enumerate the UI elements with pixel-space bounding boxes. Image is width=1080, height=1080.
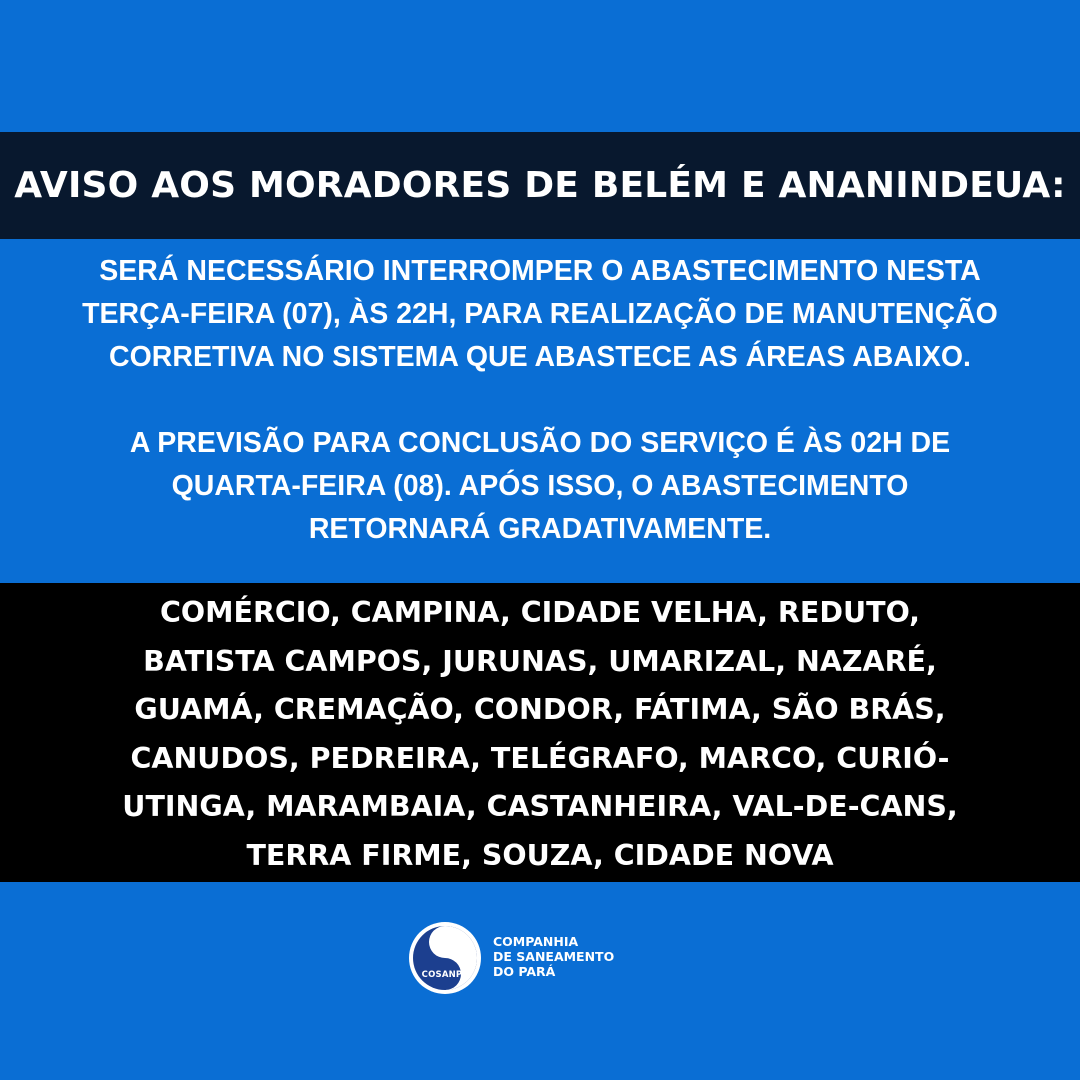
logo-abbr: COSANPA — [421, 970, 469, 980]
notice-line: TERÇA-FEIRA (07), ÀS 22H, PARA REALIZAÇÃO DE MANUTENÇÃO — [82, 298, 998, 330]
notice-line: CORRETIVA NO SISTEMA QUE ABASTECE AS ÁREAS ABAIXO. — [109, 341, 971, 373]
notice-line: QUARTA-FEIRA (08). APÓS ISSO, O ABASTECIMENTO — [171, 470, 909, 502]
logo-name-line: DE SANEAMENTO — [493, 949, 615, 964]
areas-line: BATISTA CAMPOS, JURUNAS, UMARIZAL, NAZARÉ, — [143, 644, 937, 678]
affected-areas-banner — [0, 583, 1080, 882]
logo-name-line: COMPANHIA — [493, 934, 579, 949]
title-banner — [0, 132, 1080, 239]
areas-line: COMÉRCIO, CAMPINA, CIDADE VELHA, REDUTO, — [159, 596, 921, 629]
notice-line: A PREVISÃO PARA CONCLUSÃO DO SERVIÇO É ÀS 02H DE — [129, 427, 951, 459]
cosanpa-logo-icon — [407, 920, 483, 996]
areas-line: GUAMÁ, CREMAÇÃO, CONDOR, FÁTIMA, SÃO BRÁS, — [134, 693, 946, 726]
logo-name-line: DO PARÁ — [493, 964, 556, 979]
page-title: AVISO AOS MORADORES DE BELÉM E ANANINDEUA: — [14, 165, 1066, 206]
areas-line: CANUDOS, PEDREIRA, TELÉGRAFO, MARCO, CURIÓ- — [130, 741, 950, 775]
notice-text — [0, 250, 1080, 580]
areas-line: UTINGA, MARAMBAIA, CASTANHEIRA, VAL-DE-CANS, — [122, 790, 958, 823]
cosanpa-logo — [407, 920, 617, 998]
notice-line: RETORNARÁ GRADATIVAMENTE. — [308, 513, 772, 545]
notice-line: SERÁ NECESSÁRIO INTERROMPER O ABASTECIMENTO NESTA — [99, 255, 981, 287]
areas-line: TERRA FIRME, SOUZA, CIDADE NOVA — [246, 838, 834, 872]
logo-name — [493, 934, 614, 979]
